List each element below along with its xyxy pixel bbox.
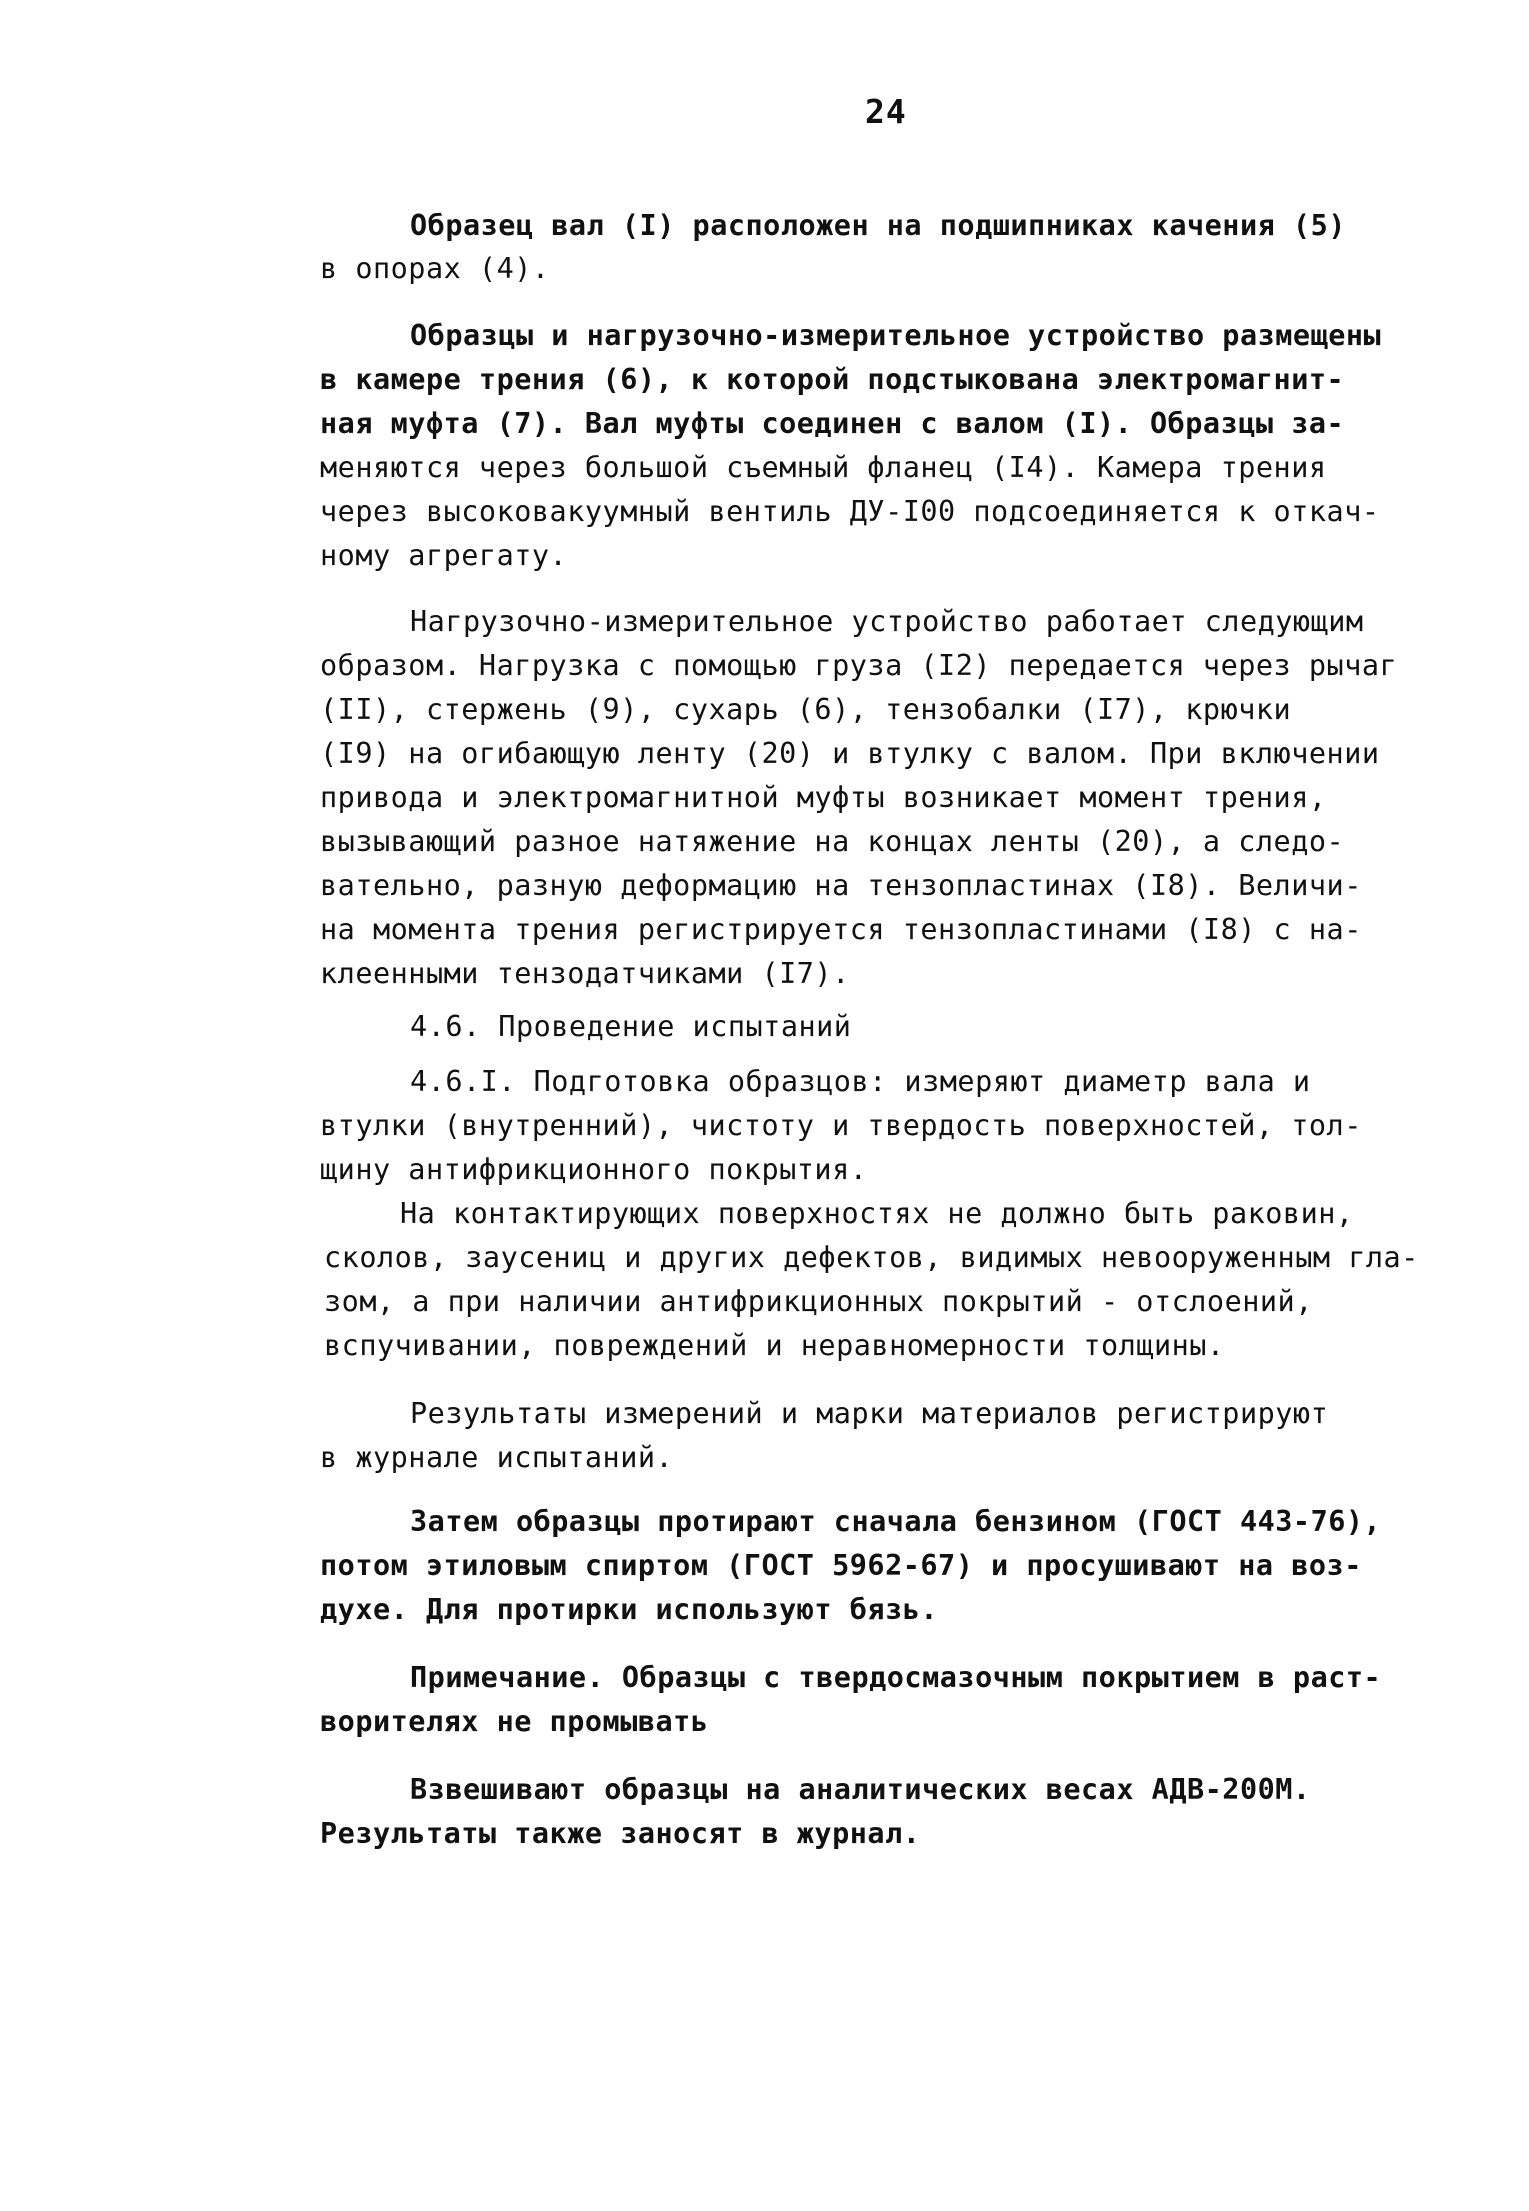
note-line: Примечание. Образцы с твердосмазочным покрытием в раст- [410, 1661, 1382, 1694]
text-line: Взвешивают образцы на аналитических весах АДВ-200М. [410, 1773, 1311, 1806]
text-line: потом этиловым спиртом (ГОСТ 5962-67) и просушивают на воз- [320, 1549, 1362, 1582]
text-line: Затем образцы протирают сначала бензином (ГОСТ 443-76), [410, 1505, 1382, 1538]
text-line: Результаты также заносят в журнал. [320, 1817, 921, 1850]
text-line: Образцы и нагрузочно-измерительное устройство размещены [410, 319, 1382, 352]
text-line: (II), стержень (9), сухарь (6), тензобалки (I7), крючки [320, 693, 1292, 726]
text-line: сколов, заусениц и других дефектов, видимых невооруженным гла- [324, 1241, 1419, 1274]
text-line: в журнале испытаний. [320, 1441, 674, 1474]
text-line: щину антифрикционного покрытия. [320, 1153, 868, 1186]
text-line: вательно, разную деформацию на тензопластинах (I8). Величи- [320, 869, 1362, 902]
text-line: меняются через большой съемный фланец (I4). Камера трения [320, 451, 1327, 484]
text-line: Образец вал (I) расположен на подшипниках качения (5) [410, 209, 1346, 242]
note-line: ворителях не промывать [320, 1705, 709, 1738]
text-line: Результаты измерений и марки материалов регистрируют [410, 1397, 1329, 1430]
text-line: (I9) на огибающую ленту (20) и втулку с валом. При включении [320, 737, 1380, 770]
section-heading: 4.6. Проведение испытаний [410, 1010, 852, 1043]
page-number: 24 [865, 92, 907, 131]
text-line: втулки (внутренний), чистоту и твердость поверхностей, тол- [320, 1109, 1362, 1142]
text-line: на момента трения регистрируется тензопластинами (I8) с на- [320, 913, 1362, 946]
text-line: вызывающий разное натяжение на концах ленты (20), а следо- [320, 825, 1345, 858]
text-line: в опорах (4). [320, 252, 550, 285]
text-line: клеенными тензодатчиками (I7). [320, 957, 850, 990]
text-line: в камере трения (6), к которой подстыкована электромагнит- [320, 363, 1345, 396]
text-line: ная муфта (7). Вал муфты соединен с валом (I). Образцы за- [320, 407, 1345, 440]
text-line: образом. Нагрузка с помощью груза (I2) передается через рычаг [320, 649, 1398, 682]
text-line: ному агрегату. [320, 539, 568, 572]
text-line: зом, а при наличии антифрикционных покрытий - отслоений, [324, 1285, 1313, 1318]
text-line: привода и электромагнитной муфты возникает момент трения, [320, 781, 1327, 814]
text-line: На контактирующих поверхностях не должно быть раковин, [400, 1197, 1354, 1230]
text-line: вспучивании, повреждений и неравномерности толщины. [324, 1329, 1225, 1362]
text-line: Нагрузочно-измерительное устройство работает следующим [410, 605, 1364, 638]
text-line: через высоковакуумный вентиль ДУ-I00 подсоединяется к откач- [320, 495, 1380, 528]
text-line: 4.6.I. Подготовка образцов: измеряют диаметр вала и [410, 1065, 1311, 1098]
text-line: духе. Для протирки используют бязь. [320, 1593, 939, 1626]
